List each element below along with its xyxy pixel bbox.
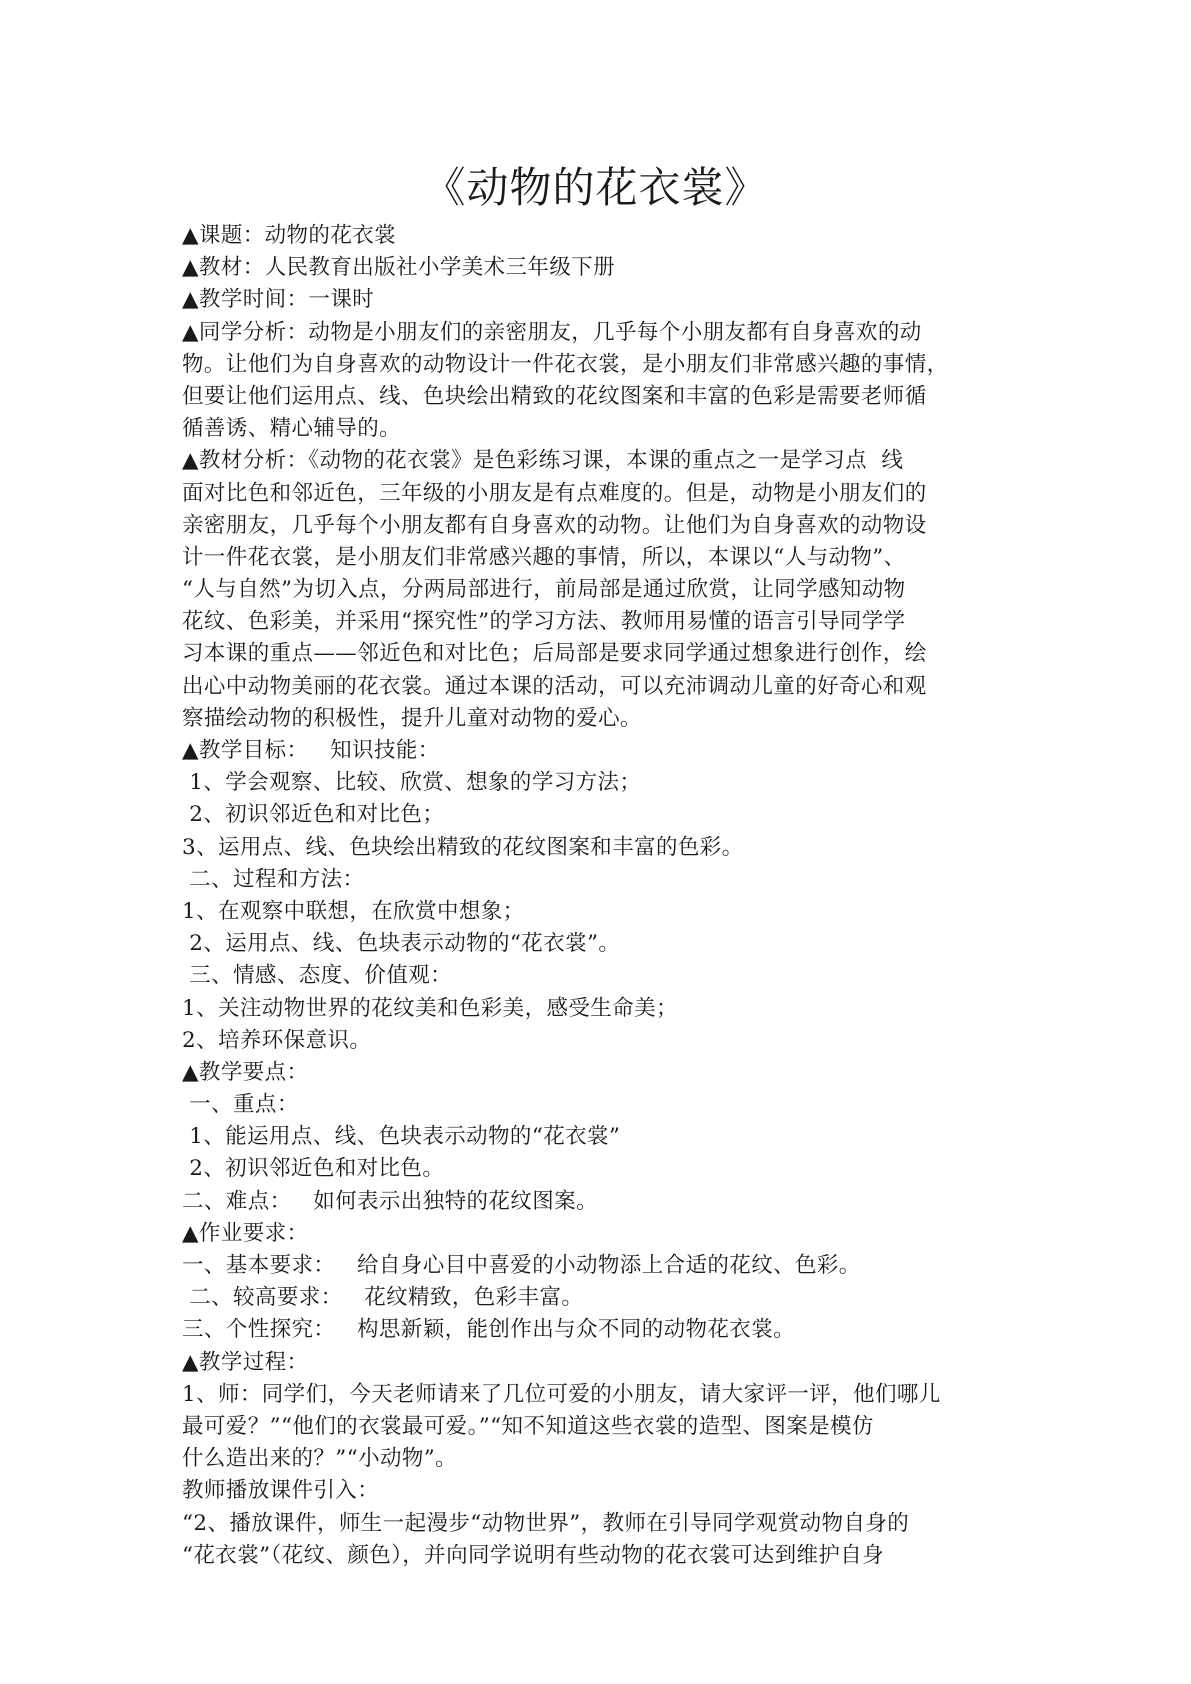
text-line: 面对比色和邻近色，三年级的小朋友是有点难度的。但是，动物是小朋友们的 [182,480,927,506]
text-line: 一、重点： [182,1092,299,1118]
text-line: ▲教学过程： [182,1349,309,1375]
text-line: 2、运用点、线、色块表示动物的“花衣裳”。 [182,931,621,957]
text-line: 三、情感、态度、价值观： [182,963,453,989]
text-line: 物。让他们为自身喜欢的动物设计一件花衣裳，是小朋友们非常感兴趣的事情， [182,351,949,377]
text-line: “2、播放课件，师生一起漫步“动物世界”，教师在引导同学观赏动物自身的 [182,1510,910,1536]
text-line: ▲课题：动物的花衣裳 [182,223,397,248]
text-line: “花衣裳”（花纹、颜色），并向同学说明有些动物的花衣裳可达到维护自身 [182,1542,885,1568]
text-line: 出心中动物美丽的花衣裳。通过本课的活动，可以充沛调动儿童的好奇心和观 [182,673,927,699]
text-line: 计一件花衣裳，是小朋友们非常感兴趣的事情，所以，本课以“人与动物”、 [182,544,906,570]
text-line: ▲教材分析：《动物的花衣裳》是色彩练习课，本课的重点之一是学习点 线 [182,448,904,474]
text-line: ▲教学时间：一课时 [182,287,375,313]
text-line: 1、关注动物世界的花纹美和色彩美，感受生命美； [182,995,678,1021]
text-line: 亲密朋友，几乎每个小朋友都有自身喜欢的动物。让他们为自身喜欢的动物设 [182,512,927,538]
text-line: 1、师：同学们，今天老师请来了几位可爱的小朋友，请大家评一评，他们哪儿 [182,1381,941,1407]
text-line: ▲作业要求： [182,1220,309,1246]
document-body [182,220,1022,1572]
text-line: 二、过程和方法： [182,866,365,892]
text-line: 最可爱？”“他们的衣裳最可爱。”“知不知道这些衣裳的造型、图案是模仿 [182,1413,874,1439]
text-line: 1、学会观察、比较、欣赏、想象的学习方法； [182,770,642,796]
text-line: ▲教材：人民教育出版社小学美术三年级下册 [182,255,616,281]
text-line: 2、培养环保意识。 [182,1027,372,1053]
text-line: ▲同学分析：动物是小朋友们的亲密朋友，几乎每个小朋友都有自身喜欢的动 [182,319,922,345]
document-title: 《动物的花衣裳》 [423,163,768,212]
text-line: 但要让他们运用点、线、色块绘出精致的花纹图案和丰富的色彩是需要老师循 [182,383,927,409]
text-line: 2、初识邻近色和对比色。 [182,1156,445,1182]
text-line: 3、运用点、线、色块绘出精致的花纹图案和丰富的色彩。 [182,834,744,860]
text-line: “人与自然”为切入点，分两局部进行，前局部是通过欣赏，让同学感知动物 [182,577,906,603]
text-line: 1、能运用点、线、色块表示动物的“花衣裳” [182,1124,621,1150]
text-line: 三、个性探究： 构思新颖，能创作出与众不同的动物花衣裳。 [182,1317,796,1343]
text-line: 1、在观察中联想，在欣赏中想象； [182,898,525,924]
text-line: 察描绘动物的积极性，提升儿童对动物的爱心。 [182,705,642,731]
text-line: 一、基本要求： 给自身心目中喜爱的小动物添上合适的花纹、色彩。 [182,1253,861,1278]
text-line: 二、难点： 如何表示出独特的花纹图案。 [182,1188,598,1214]
text-line: 循善诱、精心辅导的。 [182,416,402,442]
text-line: ▲教学要点： [182,1059,309,1085]
text-line: 教师播放课件引入： [182,1478,380,1504]
text-line: 二、较高要求： 花纹精致，色彩丰富。 [182,1285,584,1311]
text-line: ▲教学目标： 知识技能： [182,738,440,763]
text-line: 2、初识邻近色和对比色； [182,802,445,828]
text-line: 什么造出来的？”“小动物”。 [182,1446,458,1472]
text-line: 花纹、色彩美，并采用“探究性”的学习方法、教师用易懂的语言引导同学学 [182,609,906,635]
text-line: 习本课的重点——邻近色和对比色；后局部是要求同学通过想象进行创作，绘 [182,641,927,667]
